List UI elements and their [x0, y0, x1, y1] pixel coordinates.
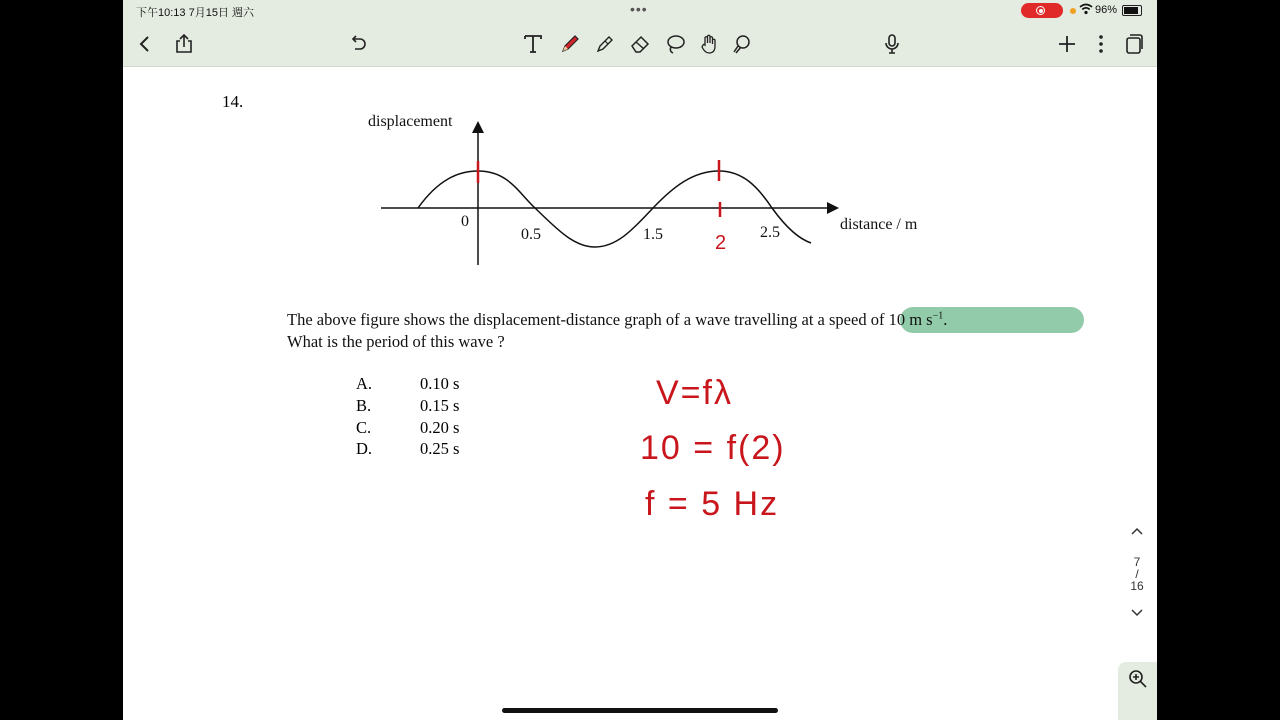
option-b-letter: B.: [356, 396, 372, 415]
wifi-icon: [1079, 3, 1093, 18]
back-icon[interactable]: [133, 32, 157, 56]
page-navigator: [1123, 525, 1151, 621]
y-axis-label: displacement: [368, 113, 453, 130]
highlighter-icon[interactable]: [593, 32, 617, 56]
page-down-icon[interactable]: [1123, 607, 1151, 621]
option-c-value: 0.20 s: [420, 418, 460, 437]
ink-tick-label: 2: [715, 232, 727, 254]
more-icon[interactable]: [1089, 32, 1113, 56]
battery-icon: [1122, 5, 1142, 16]
hand-icon[interactable]: [697, 32, 721, 56]
page-separator: /: [1135, 567, 1139, 581]
x-axis-label: distance / m: [840, 216, 918, 233]
text-tool-icon[interactable]: [521, 32, 545, 56]
zoom-button[interactable]: [1118, 662, 1157, 720]
handwriting-line-2: 10 = f(2): [640, 429, 786, 467]
lasso-icon[interactable]: [663, 32, 687, 56]
option-a-value: 0.10 s: [420, 374, 460, 393]
status-bar: [123, 0, 1157, 22]
y-axis-arrow: [472, 121, 484, 133]
origin-label: 0: [461, 213, 469, 230]
shape-icon[interactable]: [730, 32, 754, 56]
option-d-letter: D.: [356, 439, 373, 458]
battery-percent: 96%: [1095, 4, 1118, 16]
toolbar: [123, 22, 1157, 67]
screen-record-indicator[interactable]: [1021, 3, 1063, 18]
question-line-1: The above figure shows the displacement-distance graph of a wave travelling at a speed of 10 m $s^{-1}$.: [287, 310, 948, 329]
handwriting-line-3: f = 5 Hz: [645, 485, 780, 523]
eraser-icon[interactable]: [628, 32, 652, 56]
option-b-value: 0.15 s: [420, 396, 460, 415]
pages-icon[interactable]: [1122, 32, 1146, 56]
share-icon[interactable]: [172, 32, 196, 56]
multitask-dots[interactable]: •••: [630, 1, 648, 17]
question-number: 14.: [222, 92, 244, 111]
tick-label-2-5: 2.5: [760, 224, 780, 241]
privacy-dot: [1070, 8, 1076, 14]
question-line-2: What is the period of this wave ?: [287, 332, 505, 351]
pen-icon[interactable]: [558, 32, 582, 56]
home-indicator[interactable]: [502, 708, 778, 713]
option-c-letter: C.: [356, 418, 372, 437]
page-current: 7: [1133, 555, 1141, 569]
x-axis-arrow: [827, 202, 839, 214]
wave-graph: [363, 107, 963, 277]
handwriting-line-1: V=fλ: [656, 374, 733, 412]
option-a-letter: A.: [356, 374, 373, 393]
status-time: 下午10:13 7月15日 週六: [136, 7, 254, 19]
page-up-icon[interactable]: [1123, 525, 1151, 539]
option-d-value: 0.25 s: [420, 439, 460, 458]
add-icon[interactable]: [1055, 32, 1079, 56]
page-total: 16: [1130, 579, 1144, 593]
tick-label-0-5: 0.5: [521, 226, 541, 243]
tick-label-1-5: 1.5: [643, 226, 663, 243]
document-page[interactable]: [123, 67, 1157, 720]
screen: [123, 0, 1157, 720]
undo-icon[interactable]: [346, 32, 370, 56]
zoom-icon: [1128, 669, 1148, 689]
mic-icon[interactable]: [880, 32, 904, 56]
